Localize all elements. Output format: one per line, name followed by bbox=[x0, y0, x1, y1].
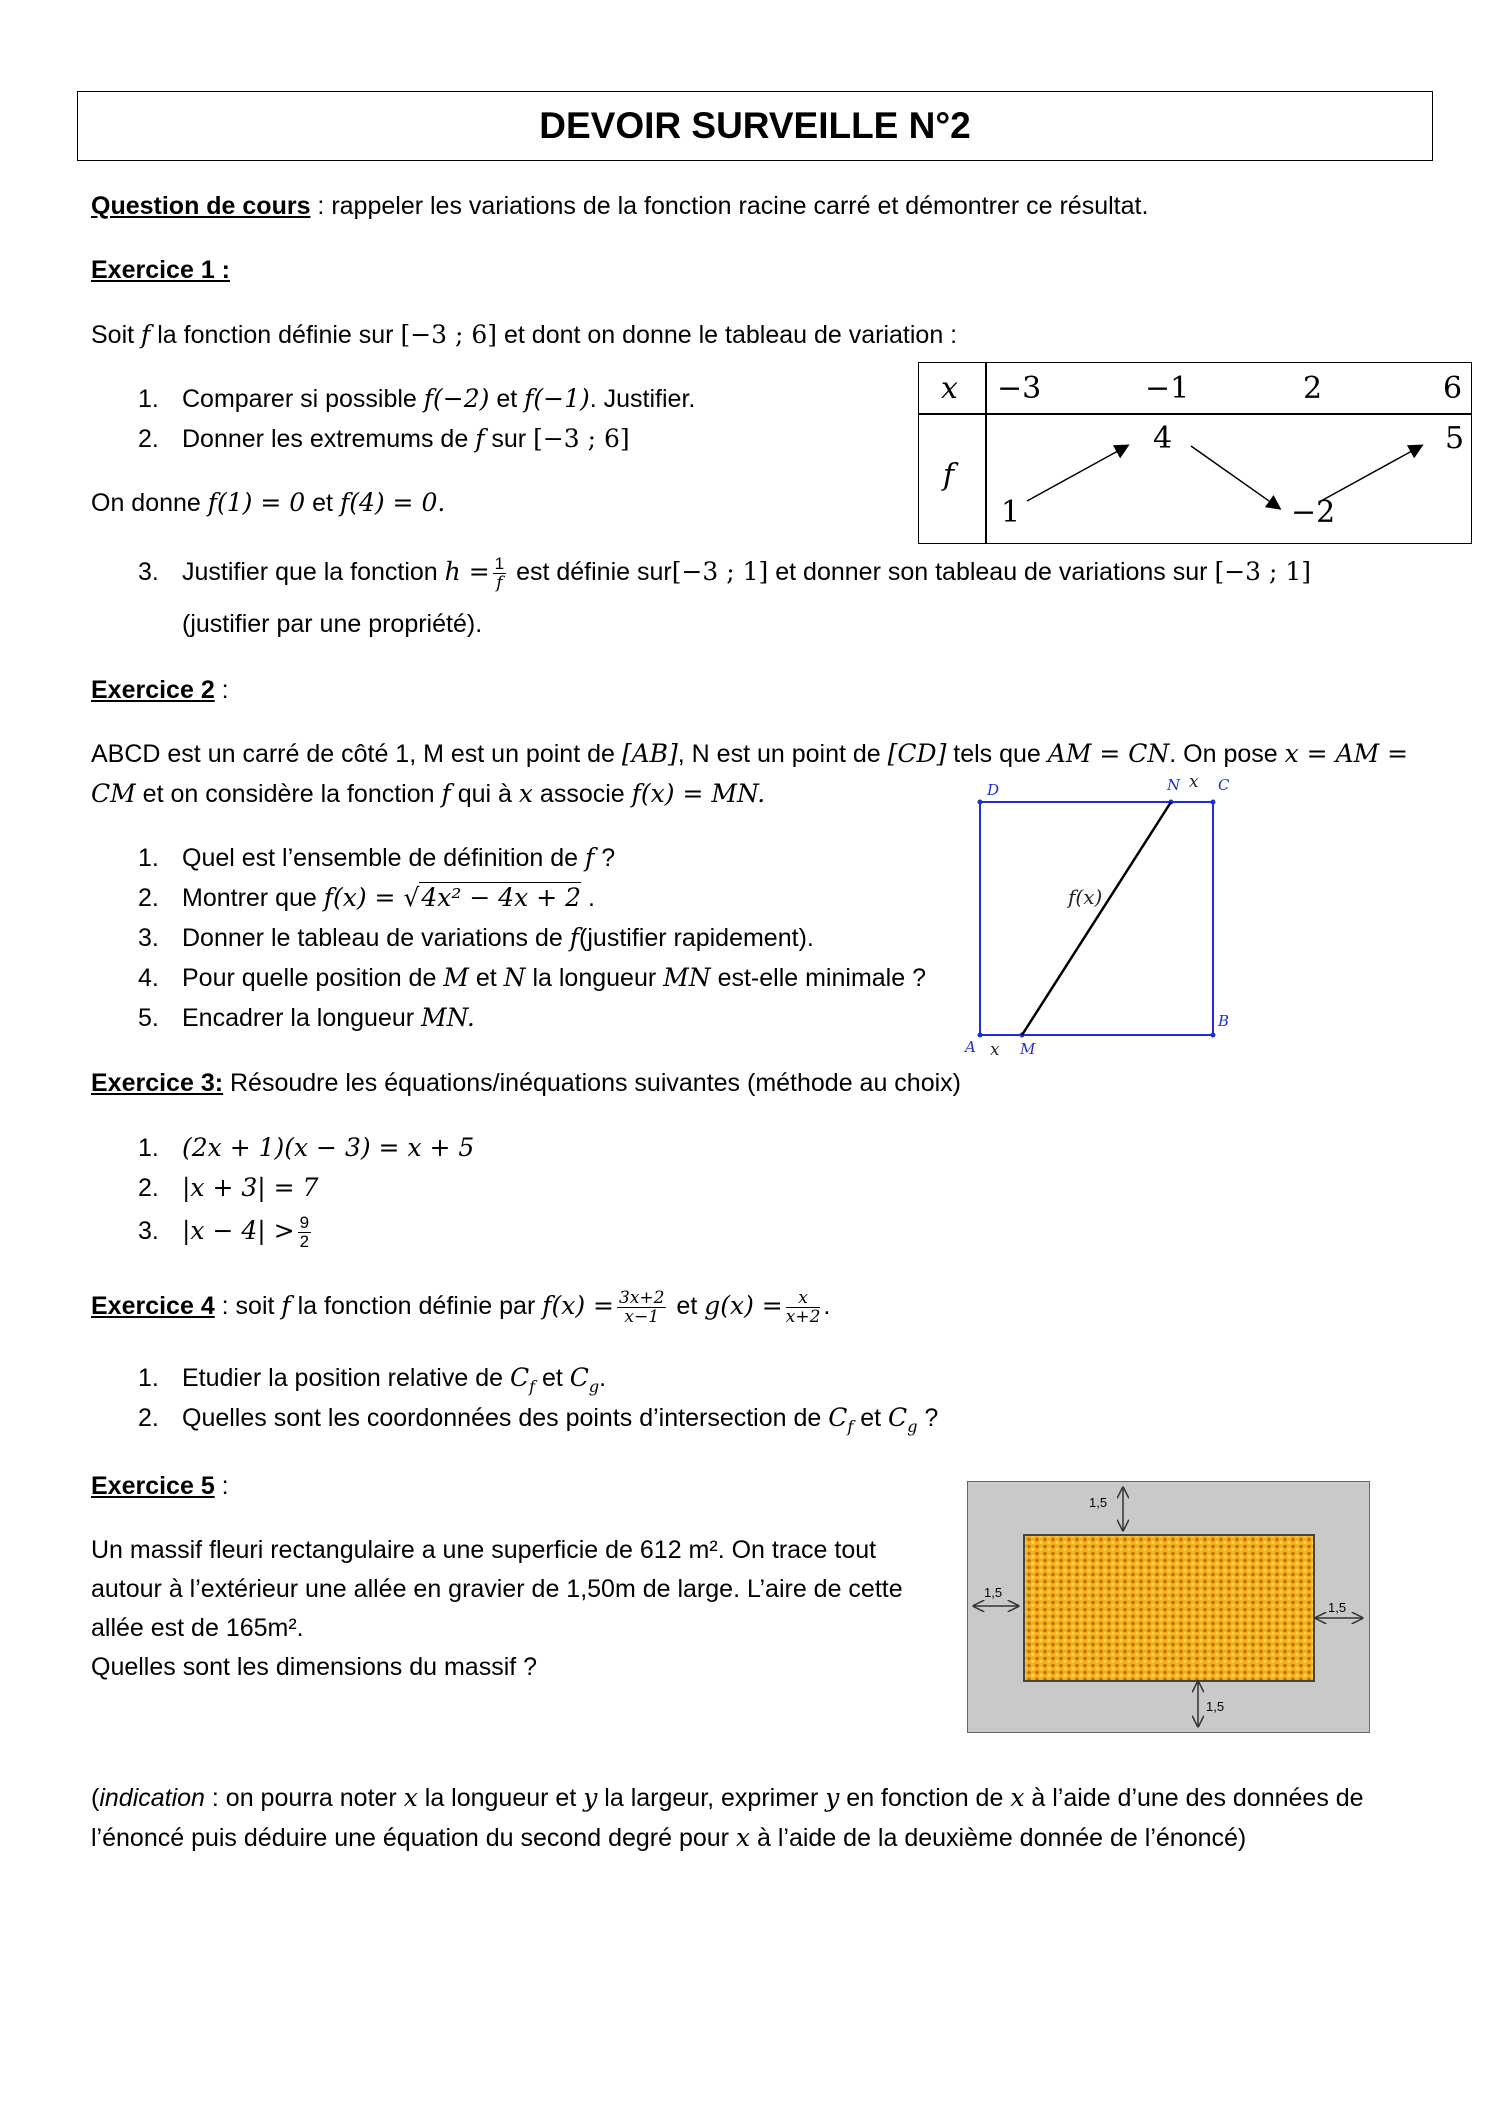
ex4-q1-num: 1. bbox=[138, 1364, 159, 1392]
ex3-q3-text bbox=[182, 1214, 314, 1251]
ex3-heading-label: Exercice 3: bbox=[91, 1069, 224, 1097]
ex4-q2-a: Quelles sont les coordonnées des points d’intersection de bbox=[182, 1404, 829, 1432]
ex1-q3-fraction bbox=[493, 555, 506, 592]
label-A: A bbox=[965, 1038, 976, 1056]
ex5-heading-suffix: : bbox=[214, 1472, 229, 1500]
ex1-q1-m2: f(−1) bbox=[524, 384, 590, 413]
table-f-value: 5 bbox=[1445, 421, 1465, 456]
ex2-q3-a: Donner le tableau de variations de bbox=[182, 924, 570, 952]
indication-b: la longueur et bbox=[417, 1784, 584, 1812]
ex2-p2 bbox=[91, 777, 765, 811]
ex2-q2-b: . bbox=[581, 884, 595, 912]
ex3-q3-eq: |x − 4| > bbox=[182, 1216, 295, 1246]
ex3-q1-num: 1. bbox=[138, 1134, 159, 1162]
ex4-f-fraction bbox=[617, 1289, 666, 1326]
ex2-p2-m1: CM bbox=[91, 779, 136, 808]
ex4-q2-text bbox=[182, 1401, 938, 1444]
ex4-f-top: 3x+2 bbox=[619, 1288, 665, 1308]
ex5-l3: allée est de 165m². bbox=[91, 1614, 304, 1642]
ex2-q4-a: Pour quelle position de bbox=[182, 964, 444, 992]
ex2-q2-num: 2. bbox=[138, 884, 159, 912]
question-de-cours bbox=[91, 189, 1148, 223]
ex2-q3-b: (justifier rapidement). bbox=[579, 924, 814, 952]
label-D: D bbox=[987, 781, 1000, 799]
ex1-q3-num: 3. bbox=[138, 558, 159, 586]
ex1-intro-a: Soit bbox=[91, 321, 142, 349]
ex2-q1-a: Quel est l’ensemble de définition de bbox=[182, 844, 586, 872]
ex2-q4-d: est-elle minimale ? bbox=[710, 964, 926, 992]
ex1-q3-d: (justifier par une propriété). bbox=[182, 610, 483, 638]
indication-a: : on pourra noter bbox=[204, 1784, 404, 1812]
ex4-q1-cf: C bbox=[509, 1363, 530, 1392]
ex1-q1-m1: f(−2) bbox=[423, 384, 490, 413]
indication-g: à l’aide de la deuxième donnée de l’énoncé) bbox=[750, 1824, 1247, 1852]
ex2-q1-f: f bbox=[585, 843, 595, 872]
ex2-q2-a: Montrer que bbox=[182, 884, 324, 912]
label-fx: f(x) bbox=[1068, 885, 1103, 909]
ex4-q2-c: ? bbox=[917, 1404, 939, 1432]
indication-y1: y bbox=[583, 1783, 598, 1812]
ex2-q5-num: 5. bbox=[138, 1004, 159, 1032]
ex3-q3-frac-bot: 2 bbox=[299, 1232, 310, 1251]
garden-arrows bbox=[968, 1482, 1369, 1732]
ex4-q2-cg: C bbox=[888, 1403, 908, 1432]
table-x-value: −3 bbox=[997, 371, 1042, 406]
ex1-q2-interval: [−3 ; 6] bbox=[533, 424, 630, 453]
label-x-bottom: x bbox=[990, 1040, 1000, 1060]
ex1-q3-interval2: [−3 ; 1] bbox=[1214, 557, 1312, 587]
ex1-q1-c: . Justifier. bbox=[589, 385, 696, 413]
ex1-q3-h: h = bbox=[444, 557, 490, 587]
ex1-intro bbox=[91, 318, 957, 352]
ex4-c: et bbox=[669, 1292, 705, 1321]
ex2-q4-c: la longueur bbox=[525, 964, 664, 992]
ex1-q1-b: et bbox=[489, 385, 525, 413]
ex1-intro-interval: [−3 ; 6] bbox=[400, 320, 498, 349]
ex1-intro-c: et dont on donne le tableau de variation : bbox=[497, 321, 958, 349]
ex4-q2-cf: C bbox=[828, 1403, 848, 1432]
ex2-q4-text bbox=[182, 961, 926, 995]
ex4-d: . bbox=[823, 1292, 831, 1321]
ex3-q2-eq: |x + 3| = 7 bbox=[182, 1173, 319, 1202]
label-B: B bbox=[1218, 1012, 1230, 1030]
table-x-label: x bbox=[941, 371, 958, 406]
ex4-f: f bbox=[281, 1291, 291, 1321]
ex1-q3-frac-bot: f bbox=[496, 573, 503, 593]
label-M: M bbox=[1020, 1040, 1036, 1058]
indication-c: la largeur, exprimer bbox=[597, 1784, 826, 1812]
dim-label-bottom: 1,5 bbox=[1206, 1699, 1225, 1714]
ex2-heading-label: Exercice 2 bbox=[91, 676, 215, 704]
ex2-p1-m1: [AB] bbox=[621, 739, 678, 768]
table-x-value: −1 bbox=[1145, 371, 1190, 406]
indication-open: ( bbox=[91, 1784, 100, 1812]
ex4-q1-cg-sub: g bbox=[588, 1377, 600, 1396]
arrow-down bbox=[1191, 446, 1279, 508]
variation-arrows bbox=[919, 363, 1471, 543]
ex1-q3-c: et donner son tableau de variations sur bbox=[768, 558, 1215, 587]
ex2-p2-a: et on considère la fonction bbox=[135, 780, 442, 808]
ex4-q1-text bbox=[182, 1361, 606, 1404]
ex3-q3-num: 3. bbox=[138, 1217, 159, 1245]
ex2-q4-b: et bbox=[468, 964, 504, 992]
indication-e: à l’aide d’une des données de bbox=[1024, 1784, 1364, 1812]
ex4-g-top: x bbox=[786, 1289, 821, 1308]
ex5-l4: Quelles sont les dimensions du massif ? bbox=[91, 1653, 538, 1681]
ex2-p1-a: ABCD est un carré de côté 1, M est un point de bbox=[91, 740, 622, 768]
ex1-q1-num: 1. bbox=[138, 385, 159, 413]
ex3-q3-fraction bbox=[298, 1214, 311, 1251]
ex5-heading-label: Exercice 5 bbox=[91, 1472, 215, 1500]
ex1-q2-a: Donner les extremums de bbox=[182, 425, 476, 453]
table-x-value: 2 bbox=[1303, 371, 1323, 406]
ex2-p1-b: , N est un point de bbox=[677, 740, 888, 768]
ex2-p2-c: associe bbox=[532, 780, 632, 808]
ex1-q2-text bbox=[182, 422, 630, 456]
ex4-gx: g(x) = bbox=[704, 1291, 783, 1321]
ex4-q2-b: et bbox=[853, 1404, 889, 1432]
ex4-b: la fonction définie par bbox=[290, 1292, 543, 1321]
ex4-q1-cg: C bbox=[569, 1363, 589, 1392]
ex2-q5-MN: MN. bbox=[421, 1003, 475, 1032]
ex1-given bbox=[91, 486, 445, 520]
table-x-value: 6 bbox=[1443, 371, 1463, 406]
ex2-q5-a: Encadrer la longueur bbox=[182, 1004, 422, 1032]
ex2-q1-num: 1. bbox=[138, 844, 159, 872]
table-f-label: f bbox=[943, 458, 955, 493]
ex2-q2-m: f(x) = bbox=[323, 883, 404, 912]
ex1-intro-b: la fonction définie sur bbox=[150, 321, 401, 349]
ex2-p2-b: qui à bbox=[450, 780, 519, 808]
ex5-heading bbox=[91, 1469, 229, 1503]
ex2-p1-d: . On pose bbox=[1169, 740, 1285, 768]
indication-f: l’énoncé puis déduire une équation du second degré pour bbox=[91, 1824, 736, 1852]
ex3-text: Résoudre les équations/inéquations suivantes (méthode au choix) bbox=[223, 1069, 961, 1097]
cours-label: Question de cours bbox=[91, 192, 311, 220]
ex4-heading-line bbox=[91, 1289, 830, 1326]
ex2-q5-text bbox=[182, 1001, 475, 1035]
ex1-q3-frac-top: 1 bbox=[494, 554, 505, 573]
ex2-q4-num: 4. bbox=[138, 964, 159, 992]
ex4-q2-cg-sub: g bbox=[907, 1417, 918, 1436]
ex2-q2-sqrt: 4x² − 4x + 2 bbox=[421, 883, 582, 912]
ex4-q2-cf-sub: f bbox=[847, 1417, 854, 1436]
ex1-given-a: On donne bbox=[91, 489, 208, 517]
ex3-q3-frac-top: 9 bbox=[299, 1213, 310, 1232]
ex1-given-m2: f(4) = 0. bbox=[339, 488, 446, 517]
sqrt-sign: √ bbox=[403, 883, 420, 912]
ex4-g-bot: x+2 bbox=[785, 1307, 821, 1327]
ex5-l1: Un massif fleuri rectangulaire a une superficie de 612 m². On trace tout bbox=[91, 1536, 877, 1564]
ex2-q4-MN: MN bbox=[663, 963, 711, 992]
ex2-q3-text bbox=[182, 921, 814, 955]
point-A bbox=[978, 1033, 983, 1038]
dim-label-right: 1,5 bbox=[1328, 1600, 1347, 1615]
indication-label: indication bbox=[99, 1784, 205, 1812]
segment-MN bbox=[1022, 802, 1171, 1035]
ex4-q1-c: . bbox=[599, 1364, 607, 1392]
ex2-heading-suffix: : bbox=[214, 676, 229, 704]
label-N: N bbox=[1167, 776, 1181, 794]
point-B bbox=[1211, 1033, 1216, 1038]
ex4-fx: f(x) = bbox=[542, 1291, 614, 1321]
label-x-top: x bbox=[1189, 772, 1199, 792]
ex2-p2-m2: f(x) = MN. bbox=[631, 779, 766, 808]
ex2-p1 bbox=[91, 737, 1408, 771]
point-C bbox=[1211, 800, 1216, 805]
ex3-q2-num: 2. bbox=[138, 1174, 159, 1202]
ex2-q1-b: ? bbox=[594, 844, 616, 872]
ex3-heading bbox=[91, 1066, 961, 1100]
cours-text: : rappeler les variations de la fonction racine carré et démontrer ce résultat. bbox=[310, 192, 1149, 220]
ex2-p1-m4: x = AM = bbox=[1284, 739, 1409, 768]
garden-figure bbox=[967, 1481, 1370, 1733]
ex1-q1-a: Comparer si possible bbox=[182, 385, 424, 413]
ex2-q2-text bbox=[182, 881, 595, 915]
ex4-q2-num: 2. bbox=[138, 1404, 159, 1432]
arrow-up-1 bbox=[1027, 446, 1127, 501]
ex2-p1-m2: [CD] bbox=[887, 739, 947, 768]
ex1-q3-text bbox=[182, 555, 1311, 592]
ex1-q3-line2 bbox=[182, 607, 482, 641]
ex2-q1-text bbox=[182, 841, 615, 875]
ex2-p2-x: x bbox=[518, 779, 533, 808]
indication-x3: x bbox=[735, 1823, 751, 1852]
ex2-p2-f: f bbox=[441, 779, 451, 808]
ex4-q1-a: Etudier la position relative de bbox=[182, 1364, 510, 1392]
ex1-given-b: et bbox=[305, 489, 340, 517]
indication-line1 bbox=[91, 1781, 1364, 1815]
ex4-heading-label: Exercice 4 bbox=[91, 1292, 215, 1321]
ex4-a: : soit bbox=[214, 1292, 282, 1321]
table-f-value: 1 bbox=[1001, 495, 1021, 530]
table-f-value: 4 bbox=[1153, 421, 1173, 456]
ex1-q1-text bbox=[182, 382, 695, 416]
indication-y2: y bbox=[825, 1783, 840, 1812]
ex1-heading-label: Exercice 1 : bbox=[91, 256, 230, 284]
ex1-q2-b: sur bbox=[484, 425, 534, 453]
ex2-q4-N: N bbox=[503, 963, 526, 992]
indication-line2 bbox=[91, 1821, 1246, 1855]
variation-table bbox=[918, 362, 1472, 544]
dim-label-left: 1,5 bbox=[984, 1585, 1003, 1600]
ex4-g-fraction bbox=[786, 1289, 821, 1326]
ex4-f-bot: x−1 bbox=[624, 1307, 660, 1327]
ex1-q3-b: est définie sur bbox=[509, 558, 672, 587]
indication-d: en fonction de bbox=[839, 1784, 1011, 1812]
square-drawing bbox=[960, 775, 1240, 1065]
square-figure bbox=[960, 772, 1240, 1065]
ex2-q3-f: f bbox=[569, 923, 580, 952]
ex1-given-m1: f(1) = 0 bbox=[207, 488, 306, 517]
dim-label-top: 1,5 bbox=[1089, 1495, 1108, 1510]
ex2-heading bbox=[91, 673, 229, 707]
ex2-q4-M: M bbox=[443, 963, 469, 992]
ex2-p1-m3: AM = CN bbox=[1047, 739, 1170, 768]
ex2-q3-num: 3. bbox=[138, 924, 159, 952]
ex5-l2: autour à l’extérieur une allée en gravier de 1,50m de large. L’aire de cette bbox=[91, 1575, 903, 1603]
ex4-q1-cf-sub: f bbox=[529, 1377, 536, 1396]
ex1-q3-a: Justifier que la fonction bbox=[182, 558, 445, 587]
ex1-q3-interval: [−3 ; 1] bbox=[671, 557, 769, 587]
point-D bbox=[978, 800, 983, 805]
ex1-q2-f: f bbox=[475, 424, 485, 453]
ex2-p1-c: tels que bbox=[946, 740, 1048, 768]
indication-x1: x bbox=[403, 1783, 418, 1812]
ex1-intro-f: f bbox=[141, 320, 151, 349]
ex3-q1-eq: (2x + 1)(x − 3) = x + 5 bbox=[182, 1133, 475, 1162]
ex1-heading bbox=[91, 253, 230, 287]
title-box bbox=[77, 91, 1433, 161]
arrow-up-2 bbox=[1321, 446, 1421, 501]
table-f-value: −2 bbox=[1291, 495, 1336, 530]
ex1-q2-num: 2. bbox=[138, 425, 159, 453]
page-title: DEVOIR SURVEILLE N°2 bbox=[539, 105, 971, 146]
label-C: C bbox=[1218, 776, 1230, 794]
indication-x2: x bbox=[1010, 1783, 1025, 1812]
ex4-q1-b: et bbox=[535, 1364, 570, 1392]
